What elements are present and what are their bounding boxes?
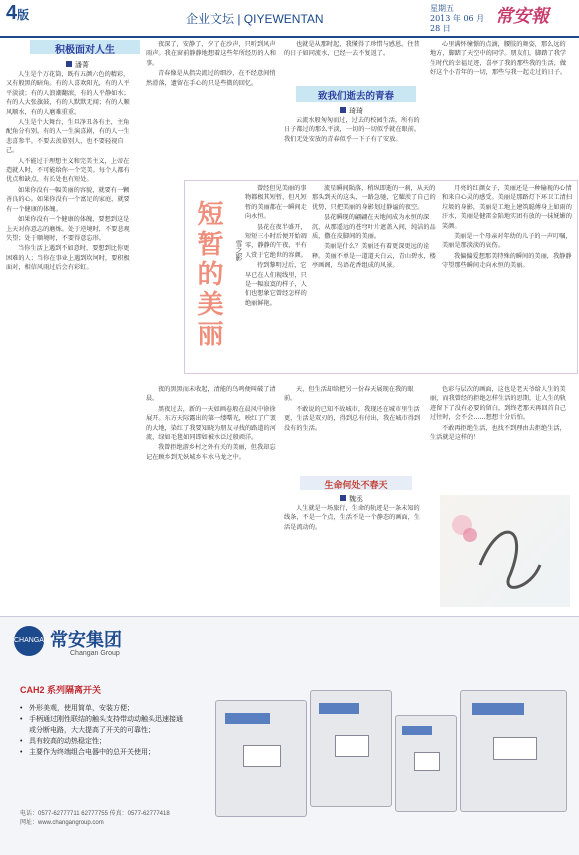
list-item: • 主要作为终端组合电器中的总开关使用；	[20, 747, 185, 758]
isolator-switch-image	[215, 700, 307, 817]
article-title-positive-life: 积极面对人生	[55, 45, 115, 56]
isolator-switch-image	[395, 715, 457, 812]
company-logo: CHANGAN	[14, 626, 44, 656]
isolator-switch-image	[460, 690, 567, 812]
list-item: • 外形美观，使用简单，安装方便；	[20, 703, 185, 714]
article-body-right: 月亮的红颜女子，美丽还是一种输视的心情和来自心灵的感受。美丽是那路灯下环卫工清扫垃圾的身影，美丽是工地上建筑聪傅身上如雨的汗水，美丽是健雷金陷地实团有放的一抹妩媚的笑颜。 美丽是一个母亲对年幼的儿子的一声叮嘱，美丽是那淡淡的哀伤。 我偏偏爱想那美特殊的瞬间的美丽，我静静守望那些瞬间走向永恒的美丽。	[442, 185, 572, 270]
issue-date: 星期五 2013 年 06 月 28 日	[430, 4, 485, 33]
article-body-center-right: 流星瞬间陨落，稍纵即逝的一刹，从天的那头到天的这头，一路急驰，它耀羡了自己的优势，只把美丽的身影划过静谧的夜空。 昙花瞬现的翩翩在天地间成为永恒的深沉，从那遥远的苍穹叶片遮盖入间，纯洁的品质，撒在皮脚间的美丽。 美丽是什么？美丽还有着更深更远的诠释。美丽不单是一道道天白云，青山碧水，楼亭画阁，鸟语花香组成的风景。	[312, 185, 436, 270]
product-title: CAH2 系列隔离开关	[20, 685, 102, 695]
article-body-col4: 心里满怀憧憬的点滴，腰肢的舞姿，那么远的地方，脚踏了天空中的同学。朋友们，脚踏了我学生时代的幸福足迹，喜亭了我的那些我的生活，做好这个小青年的一切，那些与我一起走过的日子。	[430, 41, 567, 77]
article-body-col1: 人生是个万花筒，既有五颜六色的精彩，又有般黑的暗角。有的人喜欢阳光，有的人平平淡淡；有的人浪潮翻滚，有的人平静如水；有的人大张旗鼓，有的人默默无闻；有的人顺风顺水，有的人磨难重重。 人生是个大舞台，生旦净丑各有主，主角配角分有别。有的人一生演喜剧，有的人一生悲喜参半。不要去羡慕别人，也不要轻视自己。 人不能过于理想主义和完美主义，上帝在造就人时，不可能给你一个完美。每个人都有优点和缺点，有长处也有短处。 如果你没有一幅美丽的容貌，就要有一颗善良的心。如果你没有一个富足的家庭，就要有一个健康的体魄。 如果你没有一个健康的体魄，要想到这是上天对你意志的磨炼。处于逆境时，不要悲观失望；处于顺境时，不要得意忘形。 当你生活上遇到不如意时，要想到比你更困难的人；当你在事业上遇到坎坷时，要积极面对，相信风雨过后会有彩虹。	[6, 71, 130, 272]
article-title-spring: 生命何处不春天	[324, 481, 388, 491]
author-byline: 琦琦	[340, 106, 363, 116]
calligraphy-flourish-icon	[440, 495, 570, 607]
list-item: • 具有较高的动热稳定性；	[20, 736, 185, 747]
isolator-switch-image	[310, 690, 392, 807]
article-body-col2: 夜深了，安静了，夕了在沙声，只听到风声雨声。我在窗前静静地想着这些年所经历的人和事。 青春像是从指尖流过的细沙，在不经意间悄然滑落，遗留在手心的只是些微的回忆。	[146, 41, 276, 87]
decorative-illustration	[440, 495, 570, 607]
article-body-youth: 云流水般匆匆而过，过去的校园生活，所有的日子都过的那么平淡，一切的一切似乎就在眼前。我们无处安放的青春似乎一下子有了安放。	[284, 117, 421, 143]
list-item: • 手柄通过刚性联结的触头支持带动动触头迅速接通或分断电路，大大提高了开关的可靠性；	[20, 714, 185, 736]
article-body-spring: 人生就是一场旅行，生命的轨迹是一条未知的线条，不是一个点，生活不是一个静态的画面，生活是流动的。	[284, 505, 421, 531]
company-name-en: Changan Group	[70, 650, 120, 657]
article-body-lower-left: 夜的黑黑而未收起，清能的鸟鸣便叫破了清晨。 黑夜过去，新的一天如画卷般在晨风中徐徐展开。东方天际露出的第一缕曙光，映红了广袤的大地，染红了我要知晓为朋友寻找的路道的河流，绿如毛毯如同即如被水泛过般顽洋。 我曾拒绝游乡村之外有关的美丽，但我却忘记在顾乡到无妖城乡车水马龙之中。	[146, 386, 276, 461]
page-header	[0, 0, 579, 38]
feature-list	[20, 703, 185, 758]
article-body-col3: 也就是从那时起，我懂得了珍惜与感恩。往昔的日子如同流水，已经一去不复返了。	[284, 41, 420, 58]
page-number: 4版	[6, 2, 30, 24]
author-byline: 魏丞	[340, 494, 363, 504]
author-byline: 雪之影	[235, 240, 243, 261]
article-title-youth: 致我们逝去的青春	[317, 91, 394, 102]
column-title: 企业文坛 | QIYEWENTAN	[186, 12, 324, 26]
author-byline: 潘菁	[66, 60, 89, 70]
article-body-center: 曾经但见美丽的事物都极其短暂，但凡短暂的美丽都在一瞬间走向永恒。 昙花在夜半盛开，短短三小时后便开始凋零，静静的午夜，平有人赏于它绝世的容颜。 待到黎明过后，它早已在人们视线里，只是一幅寂寞的样子，人们也想象它曾经怎样的绝丽鲜艳。	[245, 185, 307, 307]
feature-title: 短暂的美丽	[193, 200, 223, 350]
article-body-lower-mid: 天，但生活却给把另一份春天展现在我的眼前。 不敢说的已知不故城市，我现还在城市里生活更，生活是双刃的，得到总有付出，我在城市得到没有的生活。	[284, 386, 421, 432]
company-name: 常安集团	[50, 630, 122, 650]
newspaper-logo: 常安報	[495, 6, 549, 27]
article-body-lower-right: 色彩与层次的画面，这也是老天爷给人生的美丽，而我曾经的拒绝怎样生活的思期，让人生的轨迹留下了没有必要的留白，到终老那天再回首自己过往时，会不会……想想十分后怕。 不敢再拒绝生活，也找不到理由去拒绝生活，生活就是这样的！	[430, 386, 567, 442]
contact-info: 电话：0577-62777711 62777755 传真：0577-62777418 网址：www.changangroup.com	[20, 811, 170, 826]
